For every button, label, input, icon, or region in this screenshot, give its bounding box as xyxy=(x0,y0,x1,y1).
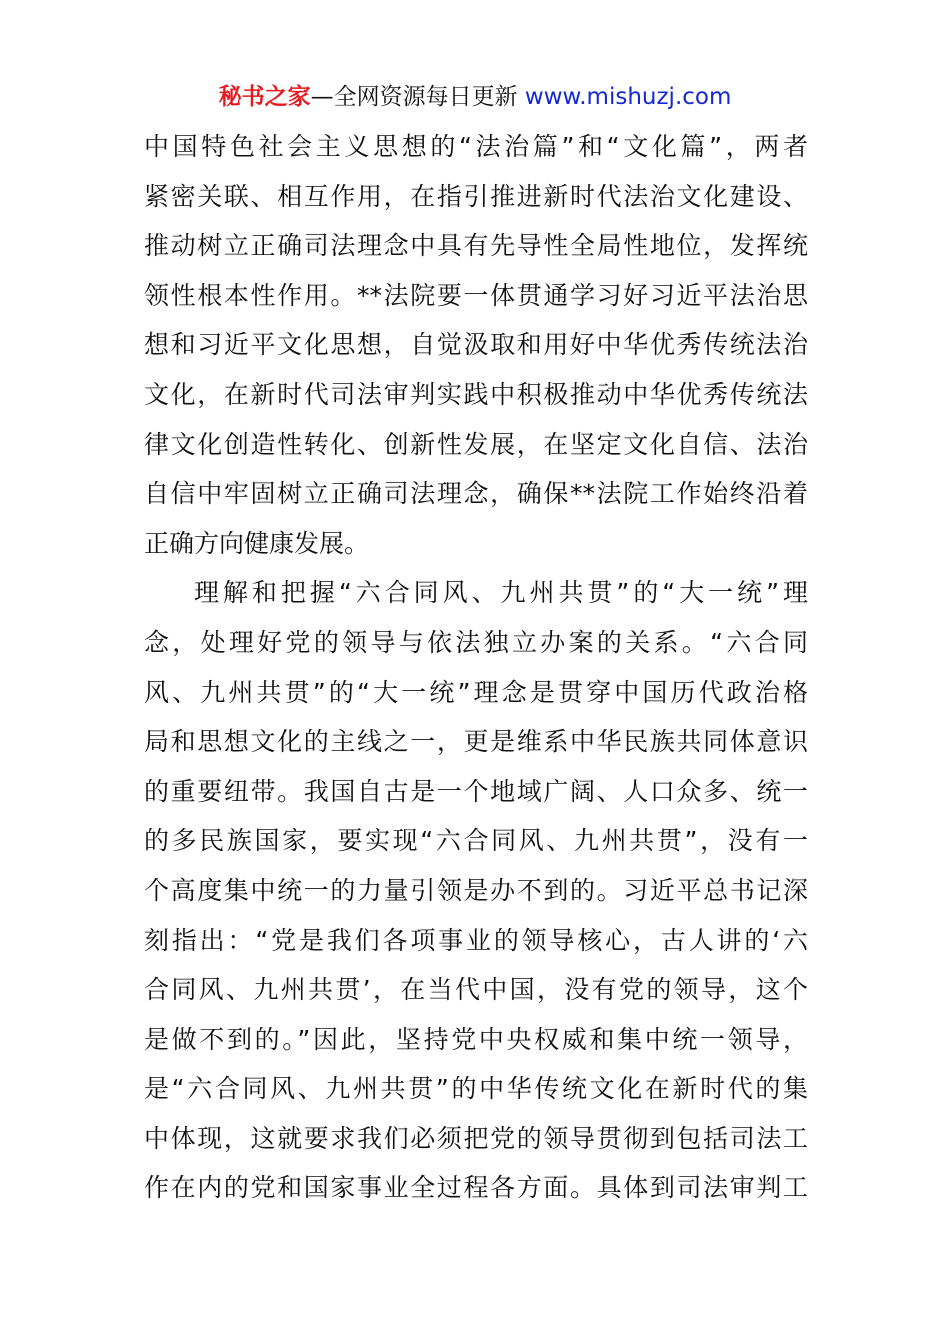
text-line: 作在内的党和国家事业全过程各方面。具体到司法审判工 xyxy=(144,1173,808,1203)
text-line: 是“六合同风、九州共贯”的中华传统文化在新时代的集 xyxy=(144,1074,808,1104)
text-line: 自信中牢固树立正确司法理念，确保**法院工作始终沿着 xyxy=(144,479,808,509)
text-line: 正确方向健康发展。 xyxy=(144,528,370,558)
text-line: 文化，在新时代司法审判实践中积极推动中华优秀传统法 xyxy=(144,379,808,409)
header-tagline: —全网资源每日更新 xyxy=(310,84,518,110)
text-line: 律文化创造性转化、创新性发展，在坚定文化自信、法治 xyxy=(144,429,808,459)
text-line: 刻指出：“党是我们各项事业的领导核心，古人讲的‘六 xyxy=(144,925,808,955)
text-line: 推动树立正确司法理念中具有先导性全局性地位，发挥统 xyxy=(144,231,808,261)
paragraph-1 xyxy=(144,122,808,568)
page-header xyxy=(0,80,950,114)
header-url-link[interactable]: www.mishuzj.com xyxy=(517,84,732,110)
text-line: 中体现，这就要求我们必须把党的领导贯彻到包括司法工 xyxy=(144,1123,808,1153)
text-line: 中国特色社会主义思想的“法治篇”和“文化篇”，两者 xyxy=(144,132,808,161)
text-line: 念，处理好党的领导与依法独立办案的关系。“六合同 xyxy=(144,627,808,657)
text-line: 合同风、九州共贯’，在当代中国，没有党的领导，这个 xyxy=(144,975,808,1005)
text-line: 领性根本性作用。**法院要一体贯通学习好习近平法治思 xyxy=(144,280,808,310)
text-line: 的多民族国家，要实现“六合同风、九州共贯”，没有一 xyxy=(144,826,808,856)
paragraph-2 xyxy=(144,568,808,1213)
text-line: 是做不到的。”因此，坚持党中央权威和集中统一领导， xyxy=(144,1024,808,1054)
text-line: 理解和把握“六合同风、九州共贯”的“大一统”理 xyxy=(194,578,808,608)
text-line: 想和习近平文化思想，自觉汲取和用好中华优秀传统法治 xyxy=(144,330,808,360)
text-line: 的重要纽带。我国自古是一个地域广阔、人口众多、统一 xyxy=(144,776,808,806)
text-line: 紧密关联、相互作用，在指引推进新时代法治文化建设、 xyxy=(144,181,808,211)
text-line: 局和思想文化的主线之一，更是维系中华民族共同体意识 xyxy=(144,727,808,757)
text-line: 个高度集中统一的力量引领是办不到的。习近平总书记深 xyxy=(144,875,808,905)
brand-name: 秘书之家 xyxy=(218,84,311,110)
text-line: 风、九州共贯”的“大一统”理念是贯穿中国历代政治格 xyxy=(144,677,808,707)
document-body xyxy=(144,122,808,1213)
